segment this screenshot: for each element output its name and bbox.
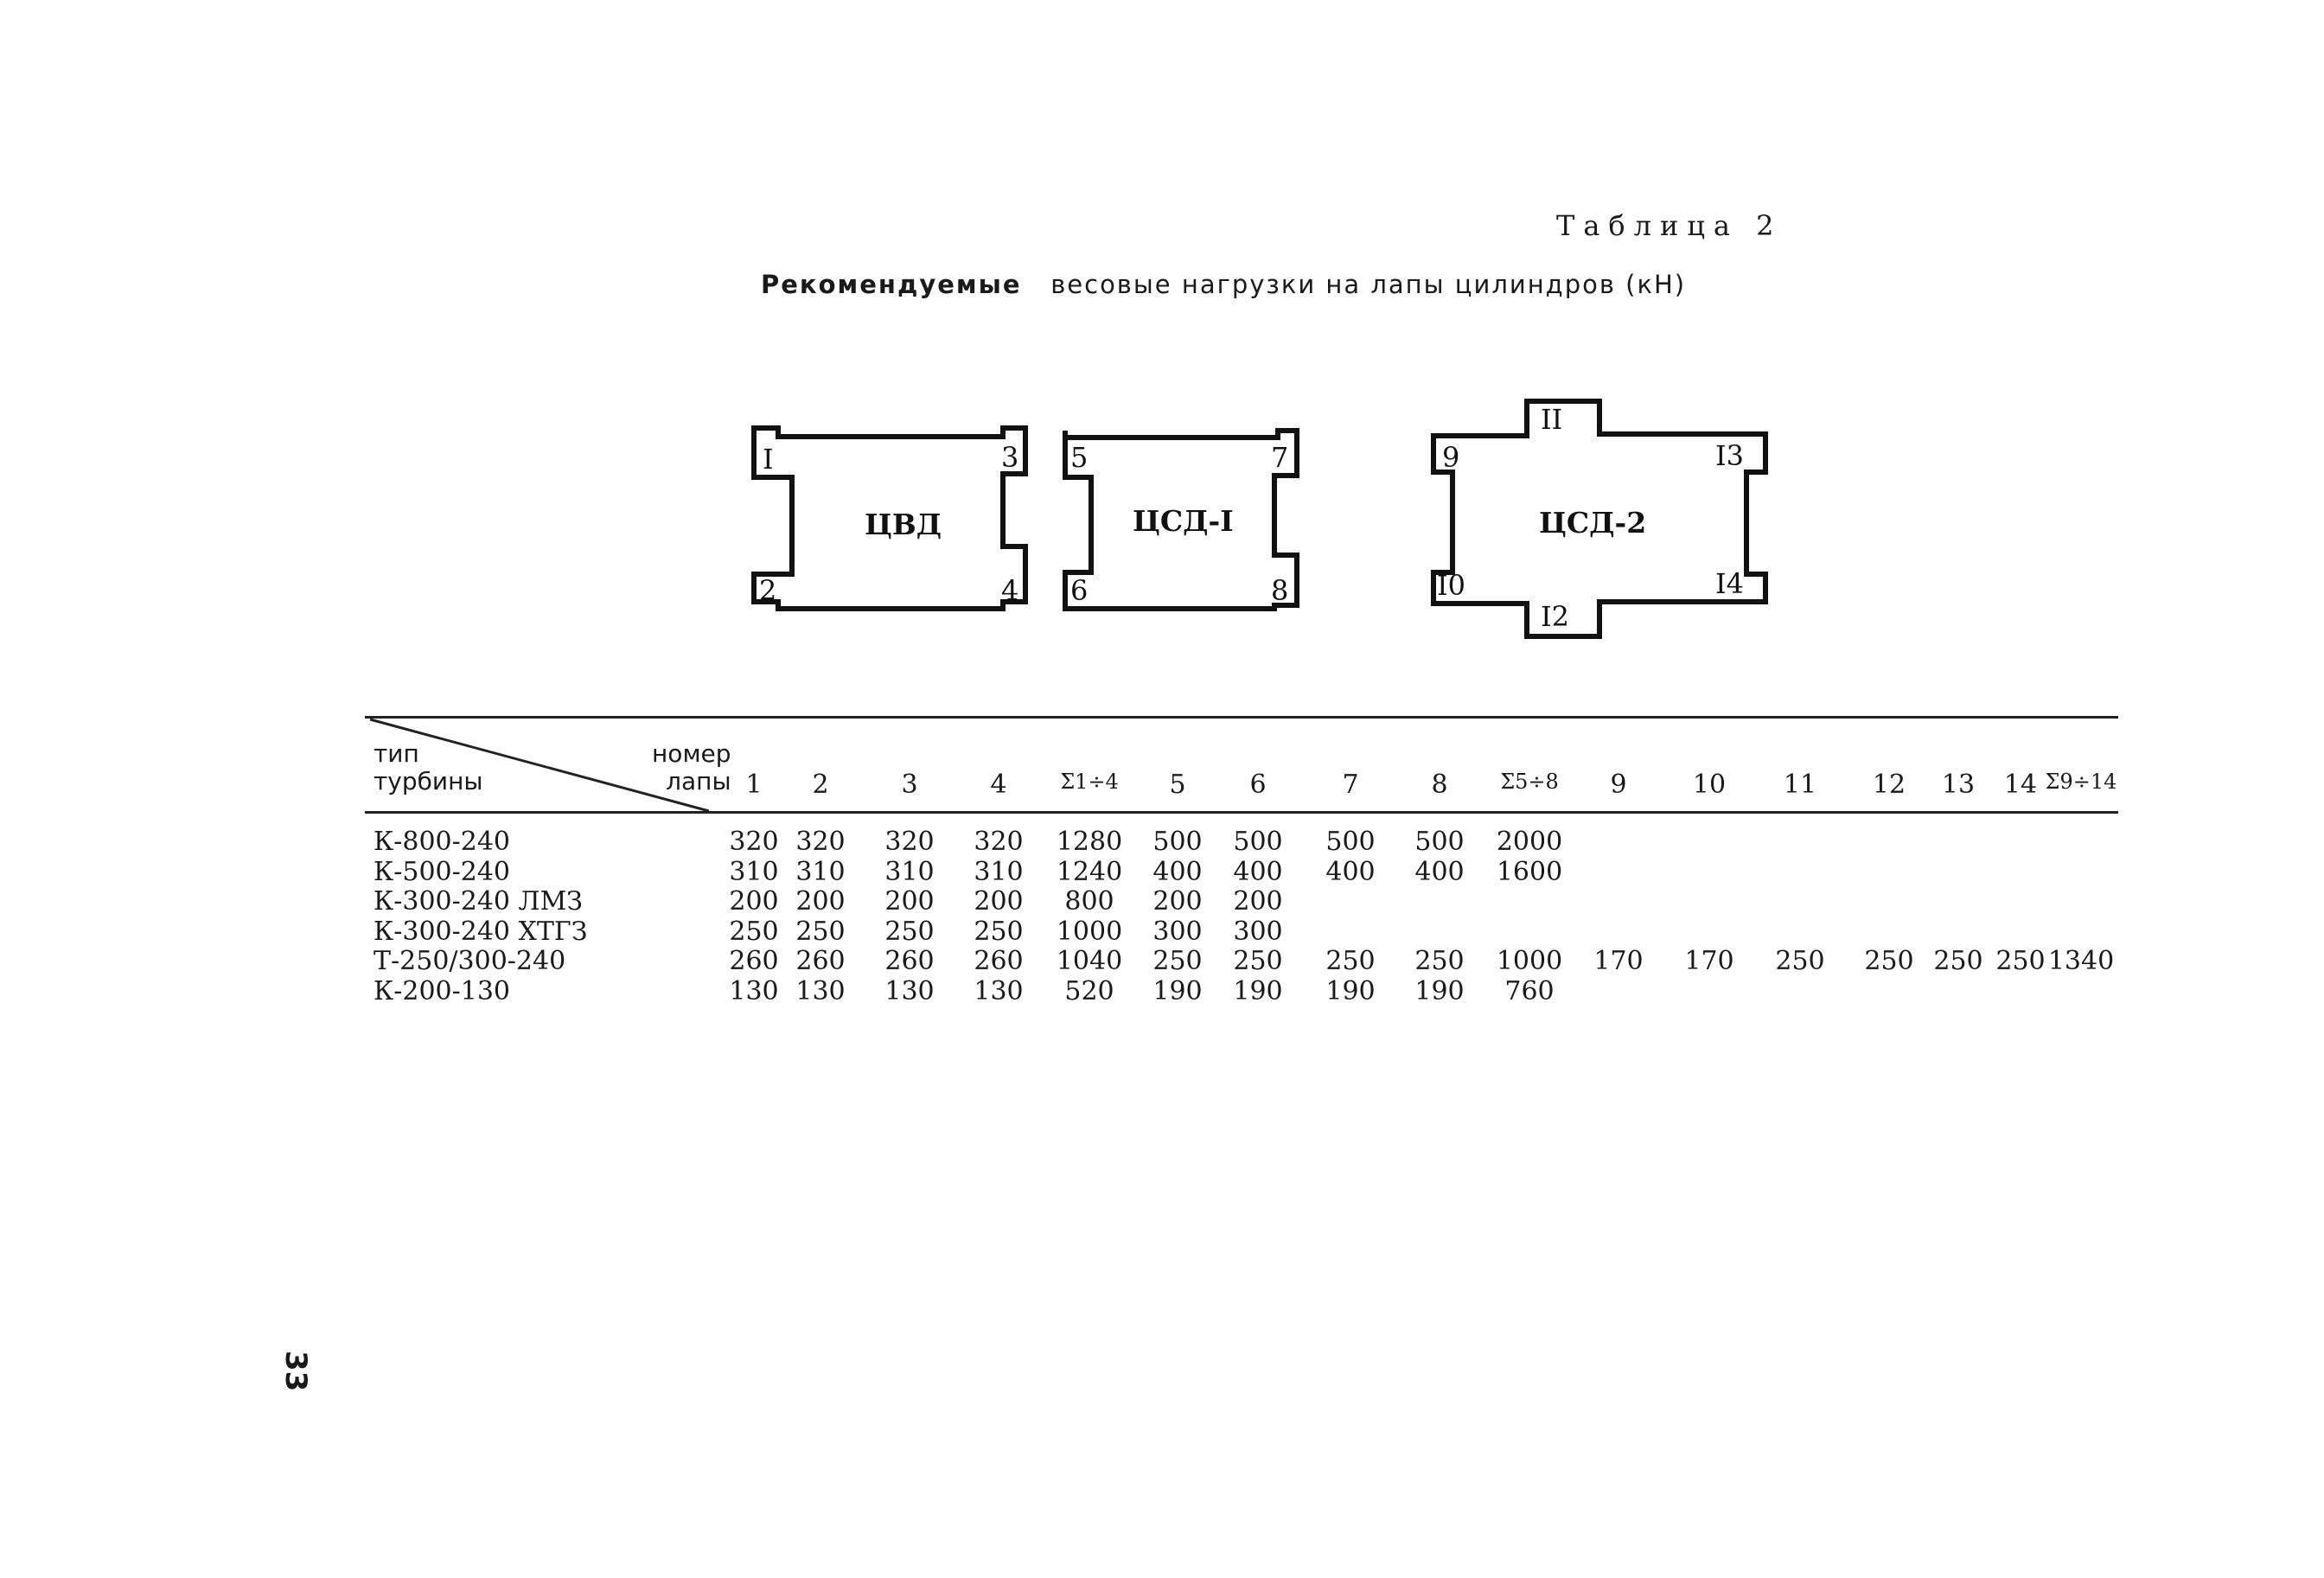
load-cell: 320 [884, 827, 935, 857]
load-cell: 1280 [1056, 827, 1123, 857]
column-header: 12 [1872, 770, 1906, 800]
column-header: 14 [2003, 770, 2038, 800]
paw-label: I0 [1437, 569, 1465, 602]
table-row [365, 976, 2118, 1006]
load-cell: 200 [1233, 886, 1283, 917]
paw-label: I [763, 443, 774, 476]
load-cell: 310 [974, 856, 1024, 887]
cylinder-csd2-label: ЦСД-2 [1539, 506, 1647, 540]
load-cell: 250 [795, 916, 846, 947]
table-row [365, 917, 2118, 947]
column-header: 9 [1610, 770, 1627, 800]
load-cell: 320 [974, 827, 1024, 857]
column-header: 4 [990, 770, 1007, 800]
column-header: 7 [1342, 770, 1359, 800]
table-label: Таблица 2 [1556, 209, 1783, 242]
column-header: 6 [1249, 770, 1267, 800]
table-row [365, 946, 2118, 976]
load-cell: 250 [1933, 946, 1983, 976]
paw-label: I3 [1715, 439, 1744, 472]
load-cell: 250 [729, 916, 779, 947]
paw-label: 7 [1271, 441, 1289, 474]
load-cell: 310 [795, 856, 846, 887]
header-columns [365, 767, 2118, 804]
load-cell: 200 [884, 886, 935, 917]
load-cell: 130 [884, 975, 935, 1006]
load-cell: 1000 [1496, 946, 1563, 976]
load-cell: 190 [1325, 975, 1376, 1006]
load-cell: 250 [884, 916, 935, 947]
load-cell: 190 [1233, 975, 1283, 1006]
header-paw-line: лапы [666, 767, 731, 795]
column-header: 11 [1783, 770, 1817, 800]
load-cell: 130 [795, 975, 846, 1006]
turbine-type-cell: К-800-240 [374, 827, 511, 857]
turbine-type-cell: К-300-240 ХТГЗ [374, 916, 588, 947]
heading-rest: весовые нагрузки на лапы цилиндров (кН) [1050, 270, 1687, 299]
load-cell: 320 [795, 827, 846, 857]
load-cell: 170 [1684, 946, 1734, 976]
column-header: Σ5÷8 [1500, 770, 1559, 794]
column-header: 13 [1941, 770, 1976, 800]
load-cell: 2000 [1496, 827, 1563, 857]
paw-label: II [1541, 403, 1563, 436]
load-cell: 1340 [2047, 946, 2115, 976]
load-cell: 310 [884, 856, 935, 887]
load-cell: 260 [729, 946, 779, 976]
load-cell: 250 [1864, 946, 1914, 976]
load-cell: 520 [1064, 975, 1114, 1006]
load-cell: 400 [1414, 856, 1465, 887]
load-cell: 260 [795, 946, 846, 976]
load-cell: 800 [1064, 886, 1114, 917]
load-cell: 300 [1233, 916, 1283, 947]
load-cell: 250 [1233, 946, 1283, 976]
load-cell: 250 [1995, 946, 2046, 976]
table-row [365, 857, 2118, 887]
paw-label: I2 [1541, 600, 1569, 633]
column-header: Σ9÷14 [2045, 770, 2117, 794]
load-cell: 130 [729, 975, 779, 1006]
table-row [365, 827, 2118, 857]
turbine-type-cell: К-200-130 [374, 975, 511, 1006]
load-cell: 170 [1593, 946, 1644, 976]
table-row [365, 886, 2118, 917]
load-cell: 1040 [1056, 946, 1123, 976]
header-type-line: турбины [374, 767, 483, 795]
load-cell: 320 [729, 827, 779, 857]
column-header: 5 [1169, 770, 1186, 800]
load-cell: 400 [1233, 856, 1283, 887]
load-cell: 400 [1325, 856, 1376, 887]
load-cell: 250 [1152, 946, 1203, 976]
load-cell: 300 [1152, 916, 1203, 947]
load-cell: 190 [1414, 975, 1465, 1006]
paw-label: 6 [1070, 574, 1089, 607]
load-cell: 130 [974, 975, 1024, 1006]
load-cell: 250 [1325, 946, 1376, 976]
page-number: 33 [278, 1351, 313, 1392]
column-header: 1 [745, 770, 763, 800]
table-header-rule [365, 811, 2118, 814]
column-header: 2 [812, 770, 829, 800]
paw-label: I4 [1715, 567, 1744, 600]
load-cell: 310 [729, 856, 779, 887]
turbine-type-cell: К-300-240 ЛМЗ [374, 886, 583, 917]
load-cell: 250 [1775, 946, 1825, 976]
paw-label: 2 [759, 574, 777, 607]
paw-label: 8 [1271, 574, 1289, 607]
column-header: Σ1÷4 [1060, 770, 1119, 794]
column-header: 8 [1431, 770, 1448, 800]
cylinder-cvd-label: ЦВД [865, 508, 942, 541]
load-cell: 500 [1233, 827, 1283, 857]
load-cell: 200 [795, 886, 846, 917]
heading-bold: Рекомендуемые [761, 270, 1022, 299]
paw-label: 9 [1442, 441, 1460, 474]
load-cell: 400 [1152, 856, 1203, 887]
table-heading [761, 270, 1686, 299]
load-cell: 200 [729, 886, 779, 917]
load-cell: 260 [974, 946, 1024, 976]
load-cell: 190 [1152, 975, 1203, 1006]
load-cell: 200 [974, 886, 1024, 917]
load-cell: 1000 [1056, 916, 1123, 947]
paw-label: 3 [1001, 441, 1019, 474]
load-cell: 500 [1152, 827, 1203, 857]
load-cell: 1240 [1056, 856, 1123, 887]
header-paw-line: номер [652, 739, 731, 768]
turbine-type-cell: Т-250/300-240 [374, 946, 566, 976]
load-cell: 200 [1152, 886, 1203, 917]
load-cell: 250 [974, 916, 1024, 947]
paw-label: 5 [1070, 441, 1089, 474]
column-header: 3 [901, 770, 918, 800]
header-type-line: тип [374, 739, 419, 768]
load-cell: 260 [884, 946, 935, 976]
load-cell: 250 [1414, 946, 1465, 976]
cylinder-csd1-label: ЦСД-I [1133, 504, 1234, 538]
table-body [365, 827, 2118, 1006]
load-cell: 500 [1414, 827, 1465, 857]
load-cell: 760 [1504, 975, 1555, 1006]
load-cell: 1600 [1496, 856, 1563, 887]
turbine-type-cell: К-500-240 [374, 856, 511, 887]
column-header: 10 [1692, 770, 1727, 800]
paw-label: 4 [1001, 574, 1019, 607]
cylinder-paw-diagram [744, 389, 1790, 648]
load-cell: 500 [1325, 827, 1376, 857]
